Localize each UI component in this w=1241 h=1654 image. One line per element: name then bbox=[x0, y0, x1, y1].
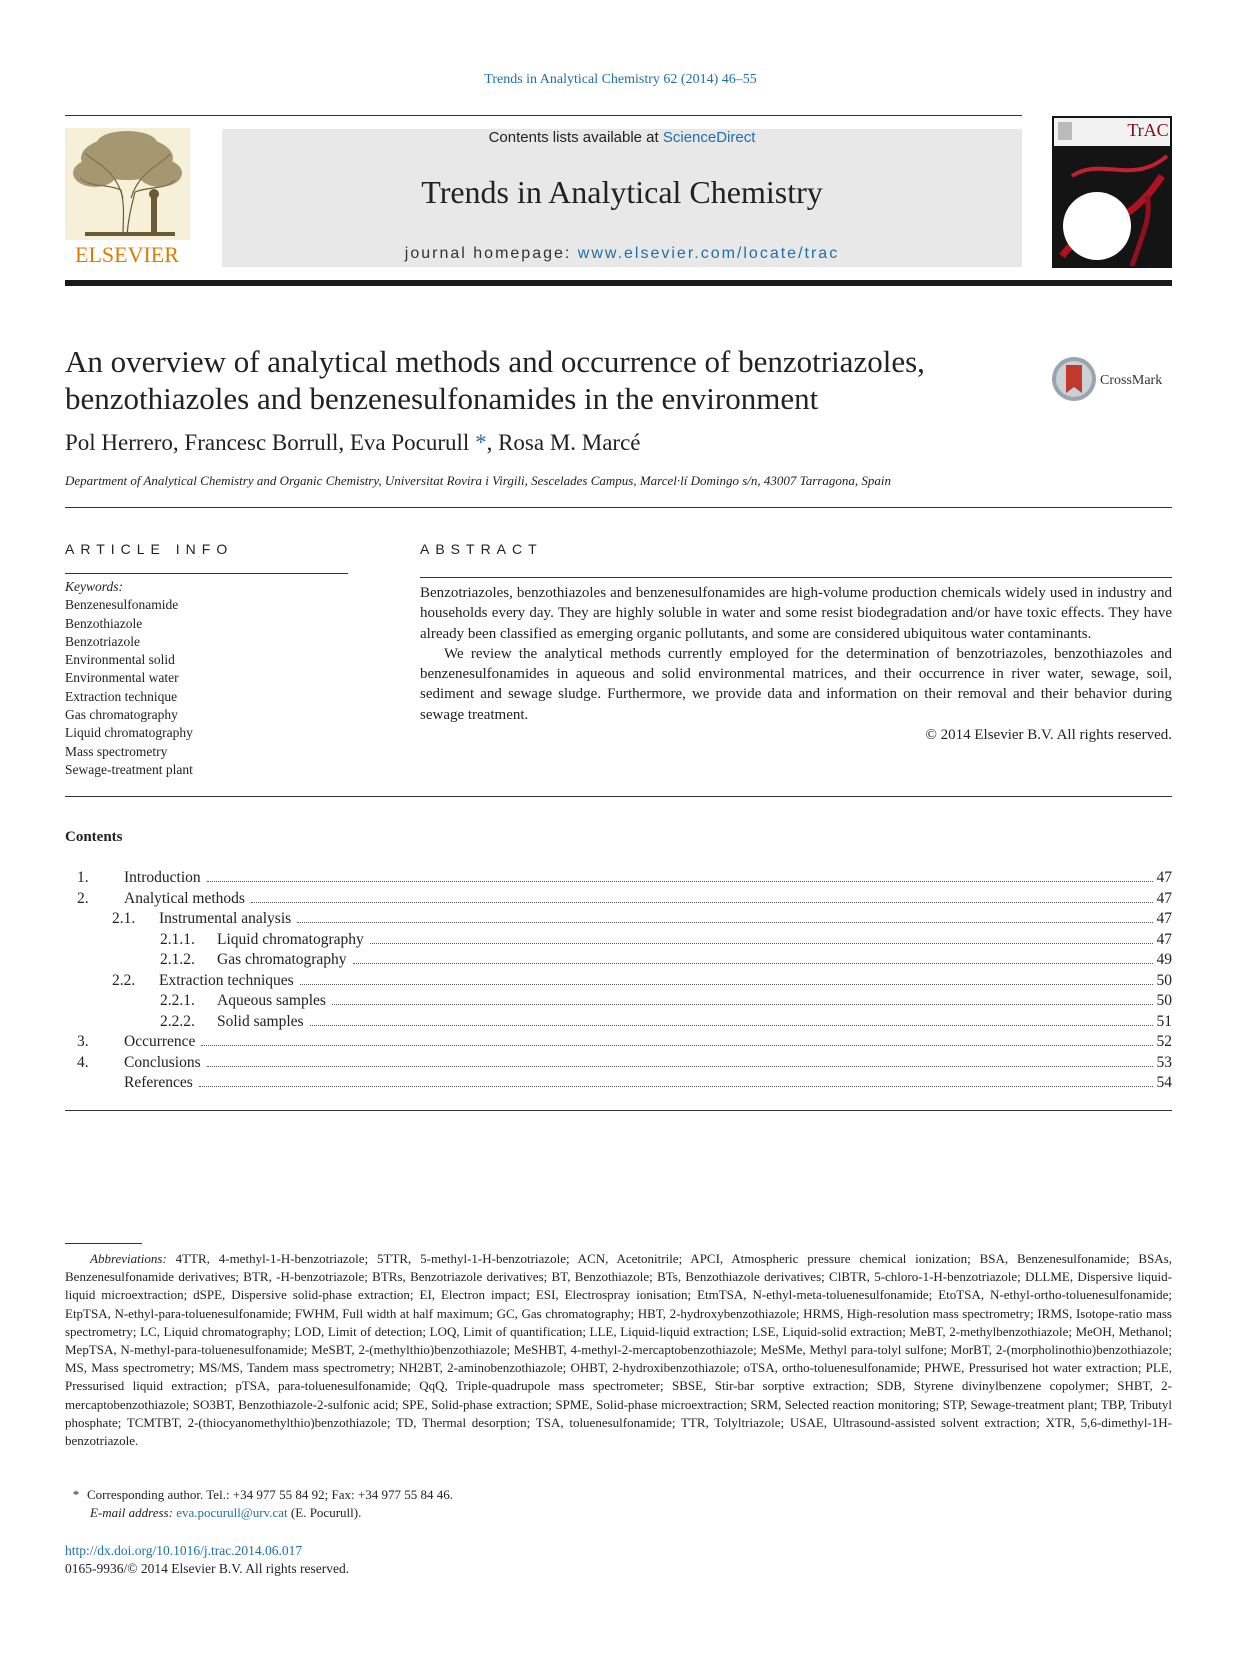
toc-title: References bbox=[124, 1074, 193, 1091]
toc-page-number: 47 bbox=[1156, 869, 1172, 886]
keywords-label: Keywords: bbox=[65, 579, 123, 594]
abbreviations-footnote bbox=[65, 1250, 1172, 1450]
toc-page-number: 51 bbox=[1156, 1012, 1172, 1030]
masthead-rule bbox=[65, 280, 1172, 286]
keyword: Benzenesulfonamide bbox=[65, 597, 179, 613]
toc-leader-dots bbox=[370, 943, 1153, 944]
toc-page-number: 47 bbox=[1156, 930, 1172, 948]
toc-leader-dots bbox=[300, 984, 1153, 985]
article-info-rule bbox=[65, 573, 348, 574]
toc-number: 2.1. bbox=[112, 910, 136, 927]
contents-heading: Contents bbox=[65, 829, 123, 845]
abstract-heading: ABSTRACT bbox=[420, 541, 543, 557]
abbreviations-label: Abbreviations: bbox=[90, 1251, 167, 1266]
toc-number: 2.2.1. bbox=[160, 992, 195, 1009]
toc-title: Liquid chromatography bbox=[217, 930, 364, 948]
toc-entry[interactable] bbox=[65, 1013, 1172, 1034]
toc-entry[interactable] bbox=[65, 951, 1172, 972]
toc-page-number: 54 bbox=[1156, 1074, 1172, 1091]
article-title: An overview of analytical methods and occurrence of benzotriazoles, benzothiazoles and benzenesulfonamides in the environment bbox=[65, 344, 925, 416]
abstract-body bbox=[420, 583, 1172, 745]
keyword: Environmental water bbox=[65, 670, 179, 686]
toc-title: Analytical methods bbox=[124, 889, 245, 907]
abstract-paragraph-2: We review the analytical methods currently employed for the determination of benzotriazoles, benzothiazoles and benzenesulfonamides in aqueous and solid environmental matrices, and their occurrence in river water, sewage, soil, sediment and sewage sludge. Furthermore, we provide data and information on their removal and their behavior during sewage treatment. bbox=[420, 645, 1172, 723]
toc-title: Instrumental analysis bbox=[159, 910, 292, 927]
article-info-heading: ARTICLE INFO bbox=[65, 541, 234, 557]
toc-number: 4. bbox=[77, 1053, 89, 1071]
toc-page-number: 50 bbox=[1156, 971, 1172, 989]
homepage-link[interactable]: www.elsevier.com/locate/trac bbox=[577, 245, 840, 262]
toc-number: 2.2. bbox=[112, 971, 136, 989]
toc-page-number: 50 bbox=[1156, 992, 1172, 1009]
contents-available-line bbox=[222, 129, 1022, 146]
author-list bbox=[65, 430, 641, 456]
toc-entry[interactable] bbox=[65, 1074, 1172, 1095]
abstract-paragraph-1: Benzotriazoles, benzothiazoles and benzenesulfonamides are high-volume production chemicals widely used in industry and households every day. They are highly soluble in water and some resist biodegradation and/or have toxic effects. They have already been classified as emerging organic pollutants, and some are considered ubiquitous water contaminants. bbox=[420, 585, 1172, 642]
toc-title: Solid samples bbox=[217, 1012, 304, 1030]
toc-entry[interactable] bbox=[65, 931, 1172, 952]
keyword: Benzotriazole bbox=[65, 633, 140, 649]
toc-number: 2.1.1. bbox=[160, 930, 195, 948]
elsevier-wordmark: ELSEVIER bbox=[75, 242, 179, 267]
toc-number: 2. bbox=[77, 889, 89, 907]
toc-leader-dots bbox=[207, 1066, 1153, 1067]
abbreviations-text: 4TTR, 4-methyl-1-H-benzotriazole; 5TTR, 5-methyl-1-H-benzotriazole; ACN, Acetonitrile; APCI, Atmospheric pressure chemical ionization; BSA, Benzenesulfonamide; BSAs, Benzenesulfonamide derivatives; BTR, -H-benzotriazole; BTRs, Benzotriazole derivatives; BT, Benzothiazole; BTs, Benzothiazole derivatives; ClBTR, 5-chloro-1-H-benzotriazole; DLLME, Dispersive liquid-liquid microextraction; dSPE, Dispersive solid-phase extraction; EI, Electron impact; ESI, Electrospray ionisation; EtmTSA, N-ethyl-meta-toluenesulfonamide; EtoTSA, N-ethyl-ortho-toluenesulfonamide; EtpTSA, N-ethyl-para-toluenesulfonamide; FWHM, Full width at half maximum; GC, Gas chromatography; HBT, 2-hydroxybenzothiazole; HRMS, High-resolution mass spectrometry; IRMS, Isotope-ratio mass spectrometry; LC, Liquid chromatography; LOD, Limit of detection; LOQ, Limit of quantification; LLE, Liquid-liquid extraction; LSE, Liquid-solid extraction; MeBT, 2-methylbenzothiazole; MeOH, Methanol; MepTSA, N-methyl-para-toluenesulfonamide; MeSBT, 2-(methylthio)benzothiazole; MeSHBT, 4-methyl-2-mercaptobenzothiazole; MeSMe, Methyl para-tolyl sulfone; MorBT, 2-(morpholinothio)benzothiazole; MS, Mass spectrometry; MS/MS, Tandem mass spectrometry; NH2BT, 2-aminobenzothiazole; OHBT, 2-hydroxibenzothiazole; oTSA, ortho-toluenesulfonamide; PHWE, Pressurised hot water extraction; PLE, Pressurised liquid extraction; pTSA, para-toluenesulfonamide; QqQ, Triple-quadrupole mass spectrometer; SBSE, Stir-bar sorptive extraction; SDB, Styrene divinylbenzene copolymer; SHBT, 2-mercaptobenzothiazole; SO3BT, Benzothiazole-2-sulfonic acid; SPE, Solid-phase extraction; SPME, Solid-phase microextraction; SRM, Selected reaction monitoring; STP, Sewage-treatment plant; TBP, Tributyl phosphate; TCMTBT, 2-(thiocyanomethylthio)benzothiazole; TD, Thermal desorption; TSA, toluenesulfonamide; TTR, Tolyltriazole; USAE, Ultrasound-assisted solvent extraction; XTR, 5,6-dimethyl-1H-benzotriazole. bbox=[65, 1251, 1172, 1449]
footnote-mark: * bbox=[72, 1487, 80, 1502]
toc-leader-dots bbox=[297, 922, 1152, 923]
toc-number: 2.1.2. bbox=[160, 951, 195, 968]
toc-title: Gas chromatography bbox=[217, 951, 347, 968]
elsevier-logo[interactable] bbox=[65, 128, 190, 268]
toc-title: Conclusions bbox=[124, 1053, 201, 1071]
toc-page-number: 47 bbox=[1156, 910, 1172, 927]
homepage-prefix: journal homepage: bbox=[404, 245, 578, 262]
toc-entry[interactable] bbox=[65, 972, 1172, 993]
header-rule bbox=[65, 115, 1022, 116]
running-head[interactable]: Trends in Analytical Chemistry 62 (2014) 46–55 bbox=[484, 72, 757, 87]
corresponding-author-text: Corresponding author. Tel.: +34 977 55 84 92; Fax: +34 977 55 84 46. bbox=[87, 1487, 453, 1502]
toc-leader-dots bbox=[199, 1086, 1153, 1087]
toc-entry[interactable] bbox=[65, 1033, 1172, 1054]
toc-entry[interactable] bbox=[65, 992, 1172, 1013]
abstract-copyright: © 2014 Elsevier B.V. All rights reserved. bbox=[925, 727, 1172, 744]
toc-leader-dots bbox=[332, 1004, 1153, 1005]
section-rule bbox=[65, 507, 1172, 508]
journal-cover-image[interactable] bbox=[1052, 116, 1172, 268]
keyword: Extraction technique bbox=[65, 688, 178, 704]
footnote-rule bbox=[65, 1243, 142, 1244]
doi-link[interactable]: http://dx.doi.org/10.1016/j.trac.2014.06.017 bbox=[65, 1543, 303, 1558]
issn-line: 0165-9936/© 2014 Elsevier B.V. All rights reserved. bbox=[65, 1561, 350, 1576]
journal-title: Trends in Analytical Chemistry bbox=[421, 174, 823, 210]
toc-leader-dots bbox=[207, 881, 1153, 882]
toc-page-number: 47 bbox=[1156, 889, 1172, 907]
toc-entry[interactable] bbox=[65, 890, 1172, 911]
keyword: Liquid chromatography bbox=[65, 725, 193, 741]
toc-entry[interactable] bbox=[65, 1054, 1172, 1075]
keyword: Mass spectrometry bbox=[65, 743, 168, 759]
toc-number: 3. bbox=[77, 1033, 89, 1050]
corresponding-author-note bbox=[65, 1487, 453, 1503]
section-rule bbox=[65, 1110, 1172, 1111]
keywords-list bbox=[65, 578, 193, 779]
abstract-rule bbox=[420, 577, 1172, 578]
toc-page-number: 49 bbox=[1156, 951, 1172, 968]
authors-part-2: , Rosa M. Marcé bbox=[486, 430, 641, 455]
toc-entry[interactable] bbox=[65, 910, 1172, 931]
toc-title: Occurrence bbox=[124, 1033, 196, 1050]
toc-leader-dots bbox=[201, 1045, 1152, 1046]
journal-homepage-line bbox=[222, 245, 1022, 263]
keyword: Sewage-treatment plant bbox=[65, 761, 193, 777]
keyword: Benzothiazole bbox=[65, 615, 143, 631]
toc-entry[interactable] bbox=[65, 869, 1172, 890]
toc-title: Aqueous samples bbox=[217, 992, 326, 1009]
email-note bbox=[90, 1505, 361, 1521]
toc-page-number: 52 bbox=[1156, 1033, 1172, 1050]
toc-title: Introduction bbox=[124, 869, 201, 886]
affiliation: Department of Analytical Chemistry and Organic Chemistry, Universitat Rovira i Virgili, Sescelades Campus, Marcel·lí Domingo s/n, 43007 Tarragona, Spain bbox=[65, 473, 891, 488]
toc-number: 1. bbox=[77, 869, 89, 886]
cover-title: TrAC bbox=[1127, 120, 1169, 140]
journal-banner bbox=[222, 129, 1022, 267]
email-link[interactable]: eva.pocurull@urv.cat bbox=[176, 1505, 288, 1520]
toc-leader-dots bbox=[353, 963, 1153, 964]
corresponding-author-mark[interactable]: * bbox=[475, 430, 487, 455]
crossmark-label: CrossMark bbox=[1100, 373, 1163, 388]
authors-part-1: Pol Herrero, Francesc Borrull, Eva Pocurull bbox=[65, 430, 476, 455]
toc-page-number: 53 bbox=[1156, 1053, 1172, 1071]
toc-number: 2.2.2. bbox=[160, 1012, 195, 1030]
section-rule bbox=[65, 796, 1172, 797]
keyword: Environmental solid bbox=[65, 652, 175, 668]
email-suffix: (E. Pocurull). bbox=[287, 1505, 362, 1520]
contents-prefix: Contents lists available at bbox=[488, 129, 663, 146]
toc-leader-dots bbox=[310, 1025, 1153, 1026]
crossmark-badge[interactable] bbox=[1052, 355, 1177, 405]
toc-leader-dots bbox=[251, 902, 1153, 903]
sciencedirect-link[interactable]: ScienceDirect bbox=[662, 129, 756, 146]
keyword: Gas chromatography bbox=[65, 707, 178, 723]
table-of-contents bbox=[65, 869, 1172, 1095]
toc-title: Extraction techniques bbox=[159, 971, 294, 989]
email-label: E-mail address: bbox=[90, 1505, 173, 1520]
